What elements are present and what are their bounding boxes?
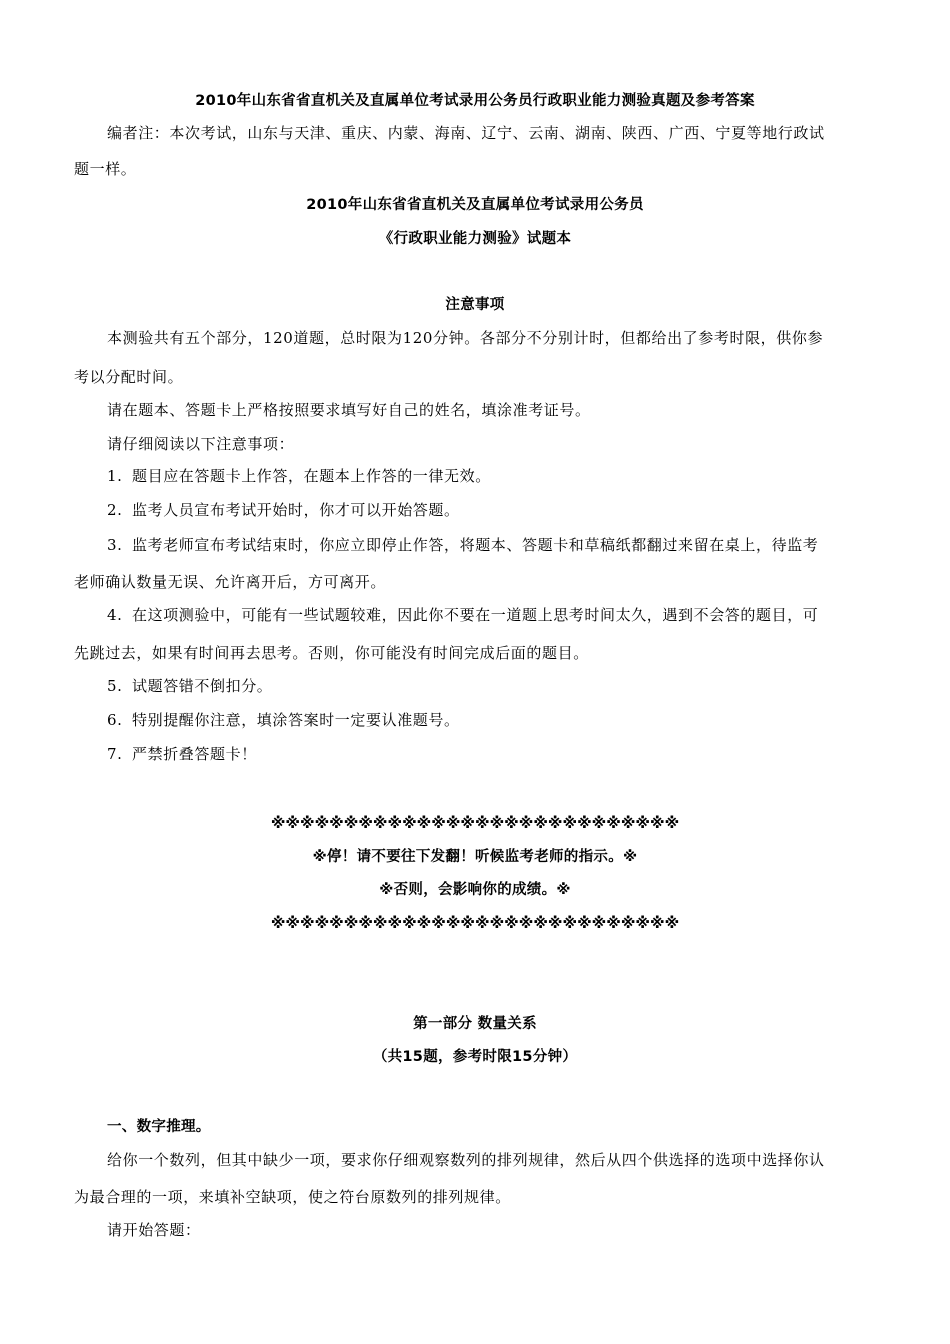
- stars-divider-bottom: ※※※※※※※※※※※※※※※※※※※※※※※※※※※※: [270, 914, 680, 932]
- editor-note: 编者注：本次考试，山东与天津、重庆、内蒙、海南、辽宁、云南、湖南、陕西、广西、宁夏等地行政试: [107, 124, 825, 142]
- read-notice-text: 请仔细阅读以下注意事项：: [107, 435, 295, 453]
- list-item: 7. 严禁折叠答题卡！: [107, 745, 257, 763]
- stars-divider-top: ※※※※※※※※※※※※※※※※※※※※※※※※※※※※: [270, 814, 680, 832]
- list-item-continuation: 先跳过去，如果有时间再去思考。否则，你可能没有时间完成后面的题目。: [74, 644, 589, 662]
- fill-info-text: 请在题本、答题卡上严格按照要求填写好自己的姓名，填涂准考证号。: [107, 401, 591, 419]
- part-subtitle: （共15题，参考时限15分钟）: [372, 1049, 578, 1065]
- list-item: 6. 特别提醒你注意，填涂答案时一定要认准题号。: [107, 711, 460, 729]
- exam-title: 2010年山东省省直机关及直属单位考试录用公务员: [306, 197, 644, 213]
- section-title: 一、数字推理。: [107, 1119, 211, 1135]
- list-item: 3. 监考老师宣布考试结束时，你应立即停止作答，将题本、答题卡和草稿纸都翻过来留在桌上，待监考: [107, 536, 819, 554]
- list-item: 4. 在这项测验中，可能有一些试题较难，因此你不要在一道题上思考时间太久，遇到不会答的题目，可: [107, 606, 819, 624]
- notice-title: 注意事项: [445, 297, 505, 313]
- document-heading: 2010年山东省省直机关及直属单位考试录用公务员行政职业能力测验真题及参考答案: [195, 93, 755, 109]
- score-warning: ※否则，会影响你的成绩。※: [379, 882, 571, 898]
- list-item: 1. 题目应在答题卡上作答，在题本上作答的一律无效。: [107, 467, 491, 485]
- list-item: 2. 监考人员宣布考试开始时，你才可以开始答题。: [107, 501, 460, 519]
- section-description-continuation: 为最合理的一项，来填补空缺项，使之符台原数列的排列规律。: [74, 1188, 511, 1206]
- intro-text: 本测验共有五个部分，120道题，总时限为120分钟。各部分不分别计时，但都给出了参考时限，供你参: [107, 329, 824, 347]
- exam-booklet-title: 《行政职业能力测验》试题本: [378, 231, 572, 247]
- intro-text-continuation: 考以分配时间。: [74, 368, 184, 386]
- editor-note-continuation: 题一样。: [74, 160, 137, 178]
- part-title: 第一部分 数量关系: [413, 1016, 537, 1032]
- stop-warning: ※停！请不要往下发翻！听候监考老师的指示。※: [312, 849, 638, 865]
- start-prompt: 请开始答题：: [107, 1221, 201, 1239]
- list-item-continuation: 老师确认数量无误、允许离开后，方可离开。: [74, 573, 387, 591]
- section-description: 给你一个数列，但其中缺少一项，要求你仔细观察数列的排列规律，然后从四个供选择的选项中选择你认: [107, 1151, 825, 1169]
- list-item: 5. 试题答错不倒扣分。: [107, 677, 273, 695]
